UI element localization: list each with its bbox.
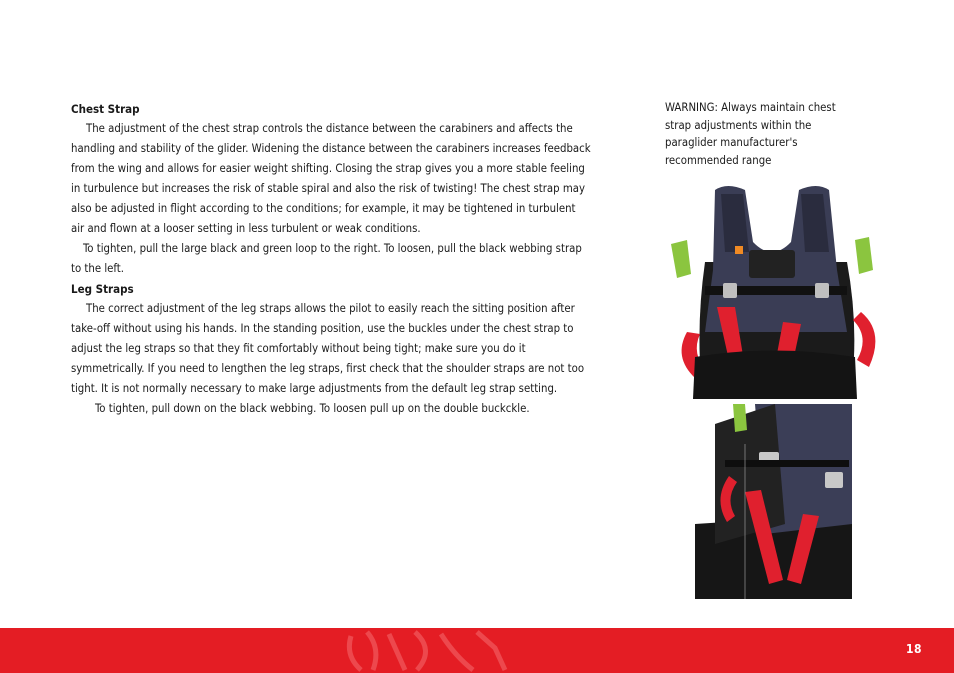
page-number: 18 [905,642,922,656]
warning-note: WARNING: Always maintain chest strap adjustments within the paraglider manufacturer's recommended range [665,101,836,167]
leg-straps-paragraph: The correct adjustment of the leg straps allows the pilot to easily reach the sitting position after take-off without using his hands. In the standing position, use the buckles under the chest strap to adjust the leg straps so that they fit comfortably without being tight; make sure you do it symmetrically. If you need to lengthen the leg straps, first check that the shoulder straps are not too tight. It is not normally necessary to make large adjustments from the default leg strap setting. [71,302,585,395]
chest-strap-paragraph: The adjustment of the chest strap controls the distance between the carabiners and affects the handling and stability of the glider. Widening the distance between the carabiners increases feedback from the wing and allows for easier weight shifting. Closing the strap gives you a more stable feeling in turbulence but increases the risk of stable spiral and also the risk of twisting! The chest strap may also be adjusted in flight according to the conditions; for example, it may be tightened in turbulent air and flown at a looser setting in less turbulent or weak conditions. [71,122,591,235]
chest-strap-heading: Chest Strap [71,102,140,116]
brand-watermark-icon [345,628,515,673]
harness-front-photo [665,182,879,399]
harness-detail-photo [695,404,852,599]
chest-strap-instructions: To tighten, pull the large black and green loop to the right. To loosen, pull the black webbing strap to the left. [71,242,582,275]
main-text-column [71,99,591,419]
leg-straps-heading: Leg Straps [71,282,134,296]
footer-bar [0,628,954,673]
leg-straps-instructions: To tighten, pull down on the black webbing. To loosen pull up on the double buckckle. [95,402,530,415]
